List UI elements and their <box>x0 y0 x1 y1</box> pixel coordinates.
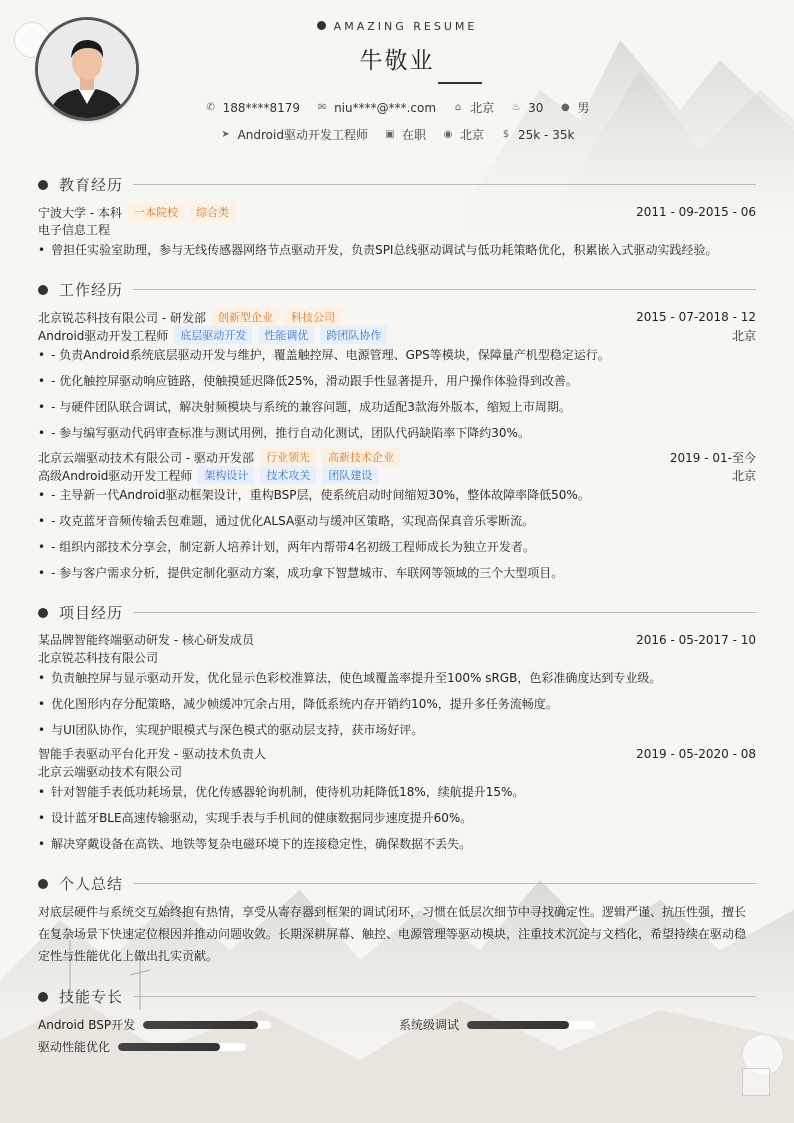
skill-name: Android BSP开发 <box>38 1018 136 1032</box>
section-skills: 技能专长 <box>38 986 756 1007</box>
tag: 技术攻关 <box>260 466 316 484</box>
section-work: 工作经历 <box>38 279 756 300</box>
list-item: • - 与硬件团队联合调试，解决射频模块与系统的兼容问题，成功适配3款海外版本，缩短上市周期。 <box>38 398 756 415</box>
location-icon: ◉ <box>443 129 453 140</box>
section-dot-icon <box>38 285 48 295</box>
salary: 25k - 35k <box>518 127 575 142</box>
list-item: • 曾担任实验室助理，参与无线传感器网络节点驱动开发，负责SPI总线驱动调试与低功耗策略优化，积累嵌入式驱动实践经验。 <box>38 241 756 258</box>
list-item: • - 主导新一代Android驱动框架设计，重构BSP层，使系统启动时间缩短30%，整体故障率降低50%。 <box>38 486 756 503</box>
money-icon: $ <box>502 129 510 140</box>
major: 电子信息工程 <box>38 223 111 237</box>
list-item: • 与UI团队协作，实现护眼模式与深色模式的驱动层支持，获市场好评。 <box>38 721 756 738</box>
target-city: 北京 <box>460 128 485 142</box>
work-header <box>38 308 756 326</box>
role: 高级Android驱动开发工程师 <box>38 468 193 483</box>
mail-icon: ✉ <box>317 102 327 113</box>
company: 北京云端驱动技术有限公司 - 驱动开发部 <box>38 450 254 465</box>
list-item: • 设计蓝牙BLE高速传输驱动，实现手表与手机间的健康数据同步速度提升60%。 <box>38 809 756 826</box>
skill-name: 系统级调试 <box>399 1018 460 1032</box>
list-item: • - 参与客户需求分析，提供定制化驱动方案，成功拿下智慧城市、车联网等领域的三个大型项目。 <box>38 564 756 581</box>
project-company: 北京云端驱动技术有限公司 <box>38 765 183 779</box>
tag: 团队建设 <box>322 466 378 484</box>
skill-fill <box>467 1021 569 1029</box>
candidate-name: 牛敬业 <box>359 48 435 74</box>
tag: 一本院校 <box>128 203 184 221</box>
tag: 性能调优 <box>258 326 314 344</box>
age: 30 <box>528 100 544 115</box>
tag: 跨团队协作 <box>320 326 387 344</box>
list-item: • - 组织内部技术分享会，制定新人培养计划，两年内帮带4名初级工程师成长为独立开发者。 <box>38 538 756 555</box>
section-projects: 项目经历 <box>38 602 756 623</box>
project-name: 智能手表驱动平台化开发 - 驱动技术负责人 <box>38 747 266 761</box>
home-icon: ⌂ <box>454 102 462 113</box>
decor-square <box>742 1068 770 1096</box>
leaf-icon <box>317 21 326 30</box>
work-header <box>38 448 756 466</box>
section-dot-icon <box>38 608 48 618</box>
briefcase-icon: ▣ <box>385 129 395 140</box>
tag: 创新型企业 <box>212 308 279 326</box>
period: 2016 - 05-2017 - 10 <box>636 632 756 647</box>
list-item: • 解决穿戴设备在高铁、地铁等复杂电磁环境下的连接稳定性，确保数据不丢失。 <box>38 835 756 852</box>
section-dot-icon <box>38 180 48 190</box>
company: 北京锐芯科技有限公司 - 研发部 <box>38 310 206 325</box>
job-row <box>0 126 794 143</box>
divider <box>438 82 482 84</box>
tag: 行业领先 <box>260 448 316 466</box>
skill-name: 驱动性能优化 <box>38 1040 111 1054</box>
brand-title: AMAZING RESUME <box>0 20 794 33</box>
work-city: 北京 <box>731 468 756 483</box>
work-role <box>38 466 756 484</box>
contact-row <box>0 99 794 116</box>
send-icon: ➤ <box>221 129 230 140</box>
tag: 底层驱动开发 <box>174 326 252 344</box>
cake-icon: ♨ <box>511 102 521 113</box>
section-summary: 个人总结 <box>38 873 756 894</box>
email: niu****@***.com <box>334 100 437 115</box>
tag: 架构设计 <box>198 466 254 484</box>
skill-item <box>38 1038 246 1055</box>
skill-item <box>399 1016 595 1033</box>
skill-bar <box>467 1021 595 1029</box>
section-education: 教育经历 <box>38 174 756 195</box>
work-role <box>38 326 756 344</box>
project-name: 某品牌智能终端驱动研发 - 核心研发成员 <box>38 633 254 647</box>
skill-fill <box>143 1021 258 1029</box>
skill-item <box>38 1016 271 1033</box>
tag: 科技公司 <box>285 308 341 326</box>
tag: 高新技术企业 <box>322 448 400 466</box>
list-item: • - 负责Android系统底层驱动开发与维护，覆盖触控屏、电源管理、GPS等模块，保障量产机型稳定运行。 <box>38 346 756 363</box>
skill-bar <box>118 1043 246 1051</box>
period: 2019 - 01-至今 <box>669 450 756 465</box>
city: 北京 <box>470 101 495 115</box>
period: 2015 - 07-2018 - 12 <box>636 310 756 324</box>
job-title: Android驱动开发工程师 <box>237 128 368 142</box>
education-header <box>38 203 756 221</box>
list-item: • - 攻克蓝牙音频传输丢包难题，通过优化ALSA驱动与缓冲区策略，实现高保真音乐零断流。 <box>38 512 756 529</box>
project-header <box>38 745 756 762</box>
skill-bar <box>143 1021 271 1029</box>
gender-icon: ● <box>560 102 570 113</box>
list-item: • 优化图形内存分配策略，减少帧缓冲冗余占用，降低系统内存开销约10%，提升多任务流畅度。 <box>38 695 756 712</box>
gender: 男 <box>577 101 590 115</box>
list-item: • - 参与编写驱动代码审查标准与测试用例，推行自动化测试，团队代码缺陷率下降约30%。 <box>38 424 756 441</box>
job-status: 在职 <box>401 128 426 142</box>
phone-icon: ✆ <box>206 102 215 113</box>
section-dot-icon <box>38 879 48 889</box>
list-item: • - 优化触控屏驱动响应链路，使触摸延迟降低25%，滑动跟手性显著提升，用户操作体验得到改善。 <box>38 372 756 389</box>
skill-fill <box>118 1043 220 1051</box>
list-item: • 针对智能手表低功耗场景，优化传感器轮询机制，使待机功耗降低18%，续航提升15%。 <box>38 783 756 800</box>
tag: 综合类 <box>190 203 235 221</box>
section-dot-icon <box>38 992 48 1002</box>
period: 2019 - 05-2020 - 08 <box>636 746 756 761</box>
list-item: • 负责触控屏与显示驱动开发，优化显示色彩校准算法，使色域覆盖率提升至100% sRGB，色彩准确度达到专业级。 <box>38 669 756 686</box>
work-city: 北京 <box>731 328 756 343</box>
school: 宁波大学 - 本科 <box>38 205 122 220</box>
phone: 188****8179 <box>222 100 301 115</box>
summary-text: 对底层硬件与系统交互始终抱有热情，享受从寄存器到框架的调试闭环，习惯在低层次细节中寻找确定性。逻辑严谨、抗压性强，擅长在复杂场景下快速定位根因并推动问题收敛。长期深耕屏幕、触控、电源管理等驱动模块，注重技术沉淀与文档化，希望持续在驱动稳定性与性能优化上做出扎实贡献。 <box>38 905 747 963</box>
period: 2011 - 09-2015 - 06 <box>636 205 756 219</box>
project-company: 北京锐芯科技有限公司 <box>38 651 159 665</box>
project-header <box>38 631 756 648</box>
role: Android驱动开发工程师 <box>38 328 169 343</box>
